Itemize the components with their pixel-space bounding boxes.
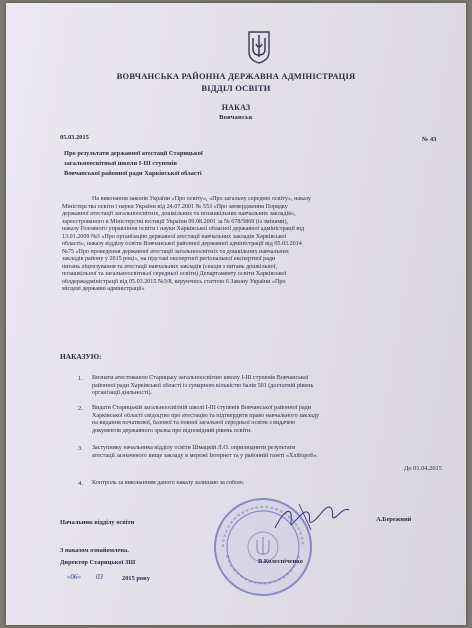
handwritten-signature-icon	[271, 498, 351, 538]
department-title: ВІДДІЛ ОСВІТИ	[201, 83, 271, 93]
item-line: Визнати атестованою Старицьку загальноосвітню школу І-ІІІ ступенів Вовчанської	[92, 375, 309, 381]
item-number: 3.	[78, 445, 83, 452]
signer-name: А.Бережний	[376, 516, 412, 523]
preamble-line: питань ліцензування та атестації навчальних закладів (секція з питань дошкільної,	[62, 263, 277, 270]
subject-line-3: Вовчанської районної ради Харківської області	[64, 170, 202, 177]
item-line: на видання початкової, базової та повної загальної середньої освіти з видачею	[92, 420, 296, 426]
item-number: 1.	[78, 375, 83, 382]
item-line: Харківської області свідоцтво про атестацію та підтвердити право навчального закладу	[92, 412, 320, 419]
subject-line-1: Про результати державної атестації Старицької	[64, 150, 203, 157]
item-line: районної ради Харківської області із сумарною кількістю балів 501 (достатній рівень	[92, 382, 314, 389]
ack-day: «06»	[67, 573, 81, 581]
ack-month: 03	[96, 573, 103, 581]
item-line: Контроль за виконанням даного наказу залишаю за собою.	[92, 480, 245, 486]
city-label: Вовчанськ	[219, 114, 253, 121]
order-number: № 43	[422, 136, 437, 143]
preamble-line: 13.01.2009 №3 «Про організацію державної атестації навчальних закладів Харківської	[62, 233, 287, 240]
order-item-1	[92, 375, 454, 398]
acknowledgement-line-1: З наказом ознайомлена.	[60, 547, 129, 554]
order-item-3	[92, 445, 454, 460]
document-page	[6, 3, 466, 625]
preamble-line: На виконання законів України «Про освіту», «Про загальну середню освіту», наказу	[92, 196, 311, 202]
preamble-line: Міністерства освіти і науки України від 24.07.2001 № 553 «Про затвердження Порядку	[62, 203, 288, 210]
preamble-line: позашкільної та загальноосвітньої середньої освіти) Департаменту освіти Харківської	[62, 271, 287, 277]
director-name: В.Колесніченко	[258, 558, 303, 565]
item-line: атестації зазначеного вище закладу в мережі Інтернет та у районній газеті «Хлібороб».	[92, 452, 319, 459]
order-item-4	[92, 480, 454, 488]
signer-title: Начальник відділу освіти	[60, 519, 135, 526]
trident-emblem-icon	[247, 30, 271, 64]
doc-type-title: НАКАЗ	[221, 103, 251, 112]
order-item-2	[92, 405, 454, 435]
item-number: 2.	[78, 405, 83, 412]
order-date: 05.03.2015	[60, 134, 89, 141]
preamble-paragraph	[62, 196, 460, 294]
preamble-line: наказу Головного управління освіти і науки Харківської обласної державної адміністрації від	[62, 226, 305, 232]
preamble-line: зареєстрованого в Міністерстві юстиції України 09.08.2001 за № 678/5869 (із змінами),	[62, 218, 288, 225]
preamble-line: №75 «Про проведення державної атестації загальноосвітніх та дошкільних навчальних	[62, 248, 289, 255]
preamble-line: державної атестації загальноосвітніх, дошкільних та позашкільних навчальних закладів»,	[62, 211, 296, 217]
item-line: організації діяльності).	[92, 390, 153, 396]
item-line: документів державного зразка про відповідний рівень освіти.	[92, 427, 252, 434]
order-heading: НАКАЗУЮ:	[60, 352, 102, 361]
preamble-line: облдержадміністрації від 05.03.2015 №3/8, керуючись статтею 6 Закону України «Про	[62, 278, 286, 285]
administration-title: ВОВЧАНСЬКА РАЙОННА ДЕРЖАВНА АДМІНІСТРАЦІЯ	[116, 71, 356, 81]
preamble-line: закладів району у 2015 році», на підставі експертної регіональної експертної ради	[62, 256, 276, 262]
item-line: Видати Старицькій загальноосвітній школі І-ІІІ ступенів Вовчанської районної ради	[92, 405, 312, 411]
item-line: Заступнику начальника відділу освіти Шмацкій Л.О. оприлюднити результати	[92, 445, 296, 451]
preamble-line: місцеві державні адміністрації»	[62, 286, 145, 292]
acknowledgement-line-2: Директор Старицької ЗШ	[60, 559, 136, 566]
preamble-line: області», наказу відділу освіти Вовчанської районної державної адміністрації від 05.03.2014	[62, 241, 302, 247]
deadline: До 01.04.2015	[404, 465, 442, 472]
subject-line-2: загальноосвітньої школи І-ІІІ ступенів	[64, 160, 177, 167]
ack-year: 2015 року	[122, 575, 150, 582]
item-number: 4.	[78, 480, 83, 487]
